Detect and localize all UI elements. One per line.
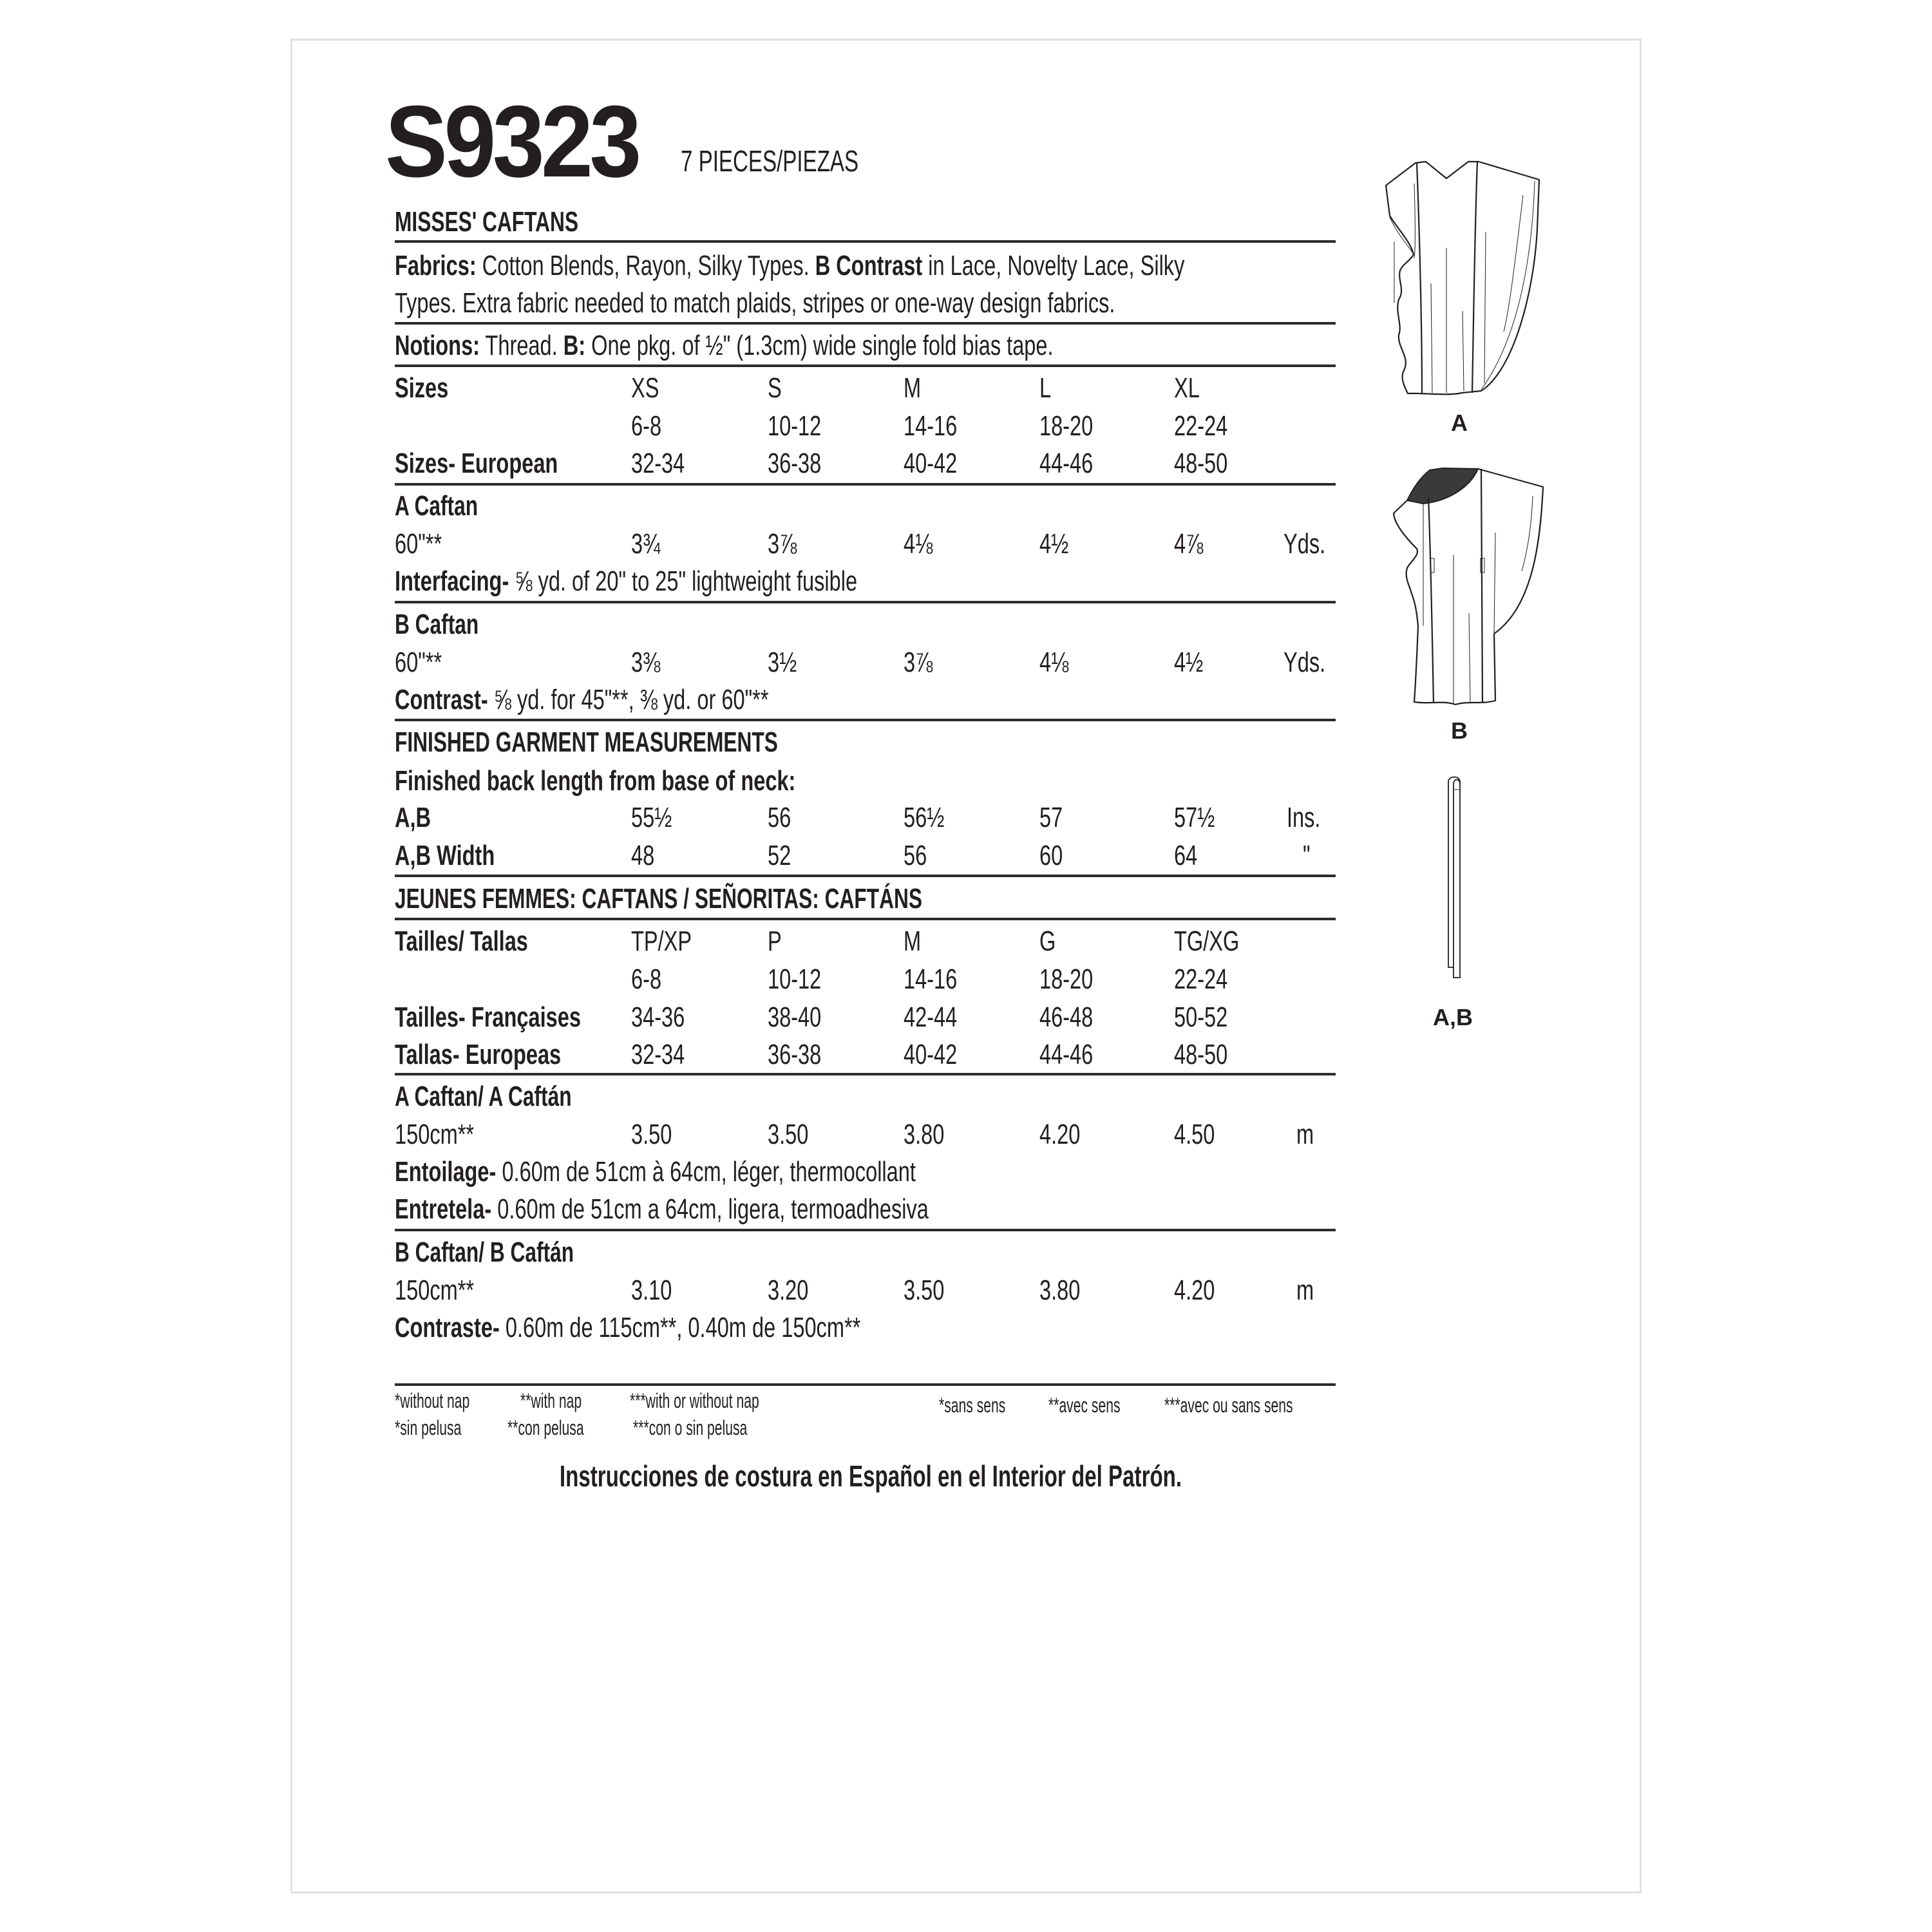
notions-b-label: B: <box>563 330 586 361</box>
size-cell: 18-20 <box>1039 410 1094 442</box>
meter-cell: 3.50 <box>768 1119 809 1150</box>
finished-measurements-title: FINISHED GARMENT MEASUREMENTS <box>395 726 778 758</box>
finished-width-row <box>395 837 1336 875</box>
meter-cell: 3.50 <box>631 1119 672 1150</box>
footnote-es-2: **con pelusa <box>507 1416 584 1439</box>
view-a-label: A <box>1451 410 1468 436</box>
fabrics-contrast-text: in Lace, Novelty Lace, Silky <box>928 250 1185 281</box>
sizes-european-row <box>395 445 1336 482</box>
size-cell: 48-50 <box>1174 1039 1228 1070</box>
b-caftan-metric-row <box>395 1272 1336 1309</box>
divider <box>395 875 1336 877</box>
row-label: 150cm** <box>395 1119 475 1150</box>
contraste-text: 0.60m de 115cm**, 0.40m de 150cm** <box>505 1312 861 1343</box>
caftan-b-illustration <box>1391 465 1546 710</box>
unit-label: Yds. <box>1283 647 1326 678</box>
spanish-instructions-text: Instrucciones de costura en Español en el Interior del Patrón. <box>559 1459 1182 1493</box>
measure-cell: 52 <box>768 840 791 871</box>
entoilage-label: Entoilage- <box>395 1156 497 1188</box>
size-cell: 10-12 <box>768 963 822 995</box>
fabrics-label: Fabrics: <box>395 250 477 281</box>
notions-b-text: One pkg. of ½" (1.3cm) wide single fold bias tape. <box>591 330 1054 361</box>
size-cell: XS <box>631 372 659 404</box>
row-label: Tailles/ Tallas <box>395 925 528 957</box>
footnote-fr-3: ***avec ou sans sens <box>1164 1394 1293 1417</box>
entoilage-text: 0.60m de 51cm à 64cm, léger, thermocollant <box>502 1156 916 1188</box>
measure-cell: 57½ <box>1174 802 1215 833</box>
footnote-en-3: ***with or without nap <box>630 1389 759 1412</box>
a-caftan-title: A Caftan <box>395 490 478 522</box>
b-caftan-title: B Caftan <box>395 609 479 640</box>
metric-numeric-row <box>395 961 1336 998</box>
size-cell: 32-34 <box>631 448 685 479</box>
unit-label: " <box>1303 840 1311 871</box>
divider <box>395 1229 1336 1231</box>
piece-count: 7 PIECES/PIEZAS <box>681 144 859 178</box>
spanish-instructions-note <box>0 1457 1837 1495</box>
pattern-number: S9323 <box>385 85 638 198</box>
yardage-cell: 3⅜ <box>631 647 661 678</box>
size-cell: G <box>1039 925 1056 957</box>
size-cell: 46-48 <box>1039 1001 1094 1033</box>
unit-label: Ins. <box>1287 802 1321 833</box>
measure-cell: 56½ <box>904 802 945 833</box>
meter-cell: 3.80 <box>904 1119 945 1150</box>
measure-cell: 60 <box>1039 840 1063 871</box>
notions-label: Notions: <box>395 330 480 361</box>
fabrics-line-1 <box>395 247 1184 285</box>
size-cell: 34-36 <box>631 1001 685 1033</box>
divider <box>395 483 1336 486</box>
metric-section-title: JEUNES FEMMES: CAFTANS / SEÑORITAS: CAFTÁNS <box>395 883 923 914</box>
meter-cell: 3.80 <box>1039 1274 1081 1306</box>
size-cell: 44-46 <box>1039 1039 1094 1070</box>
entoilage-line <box>395 1153 916 1191</box>
size-cell: 40-42 <box>904 1039 958 1070</box>
yardage-cell: 4⅞ <box>1174 528 1204 560</box>
metric-french-row <box>395 999 1336 1036</box>
interfacing-line <box>395 563 857 600</box>
divider <box>395 601 1336 603</box>
meter-cell: 3.20 <box>768 1274 809 1306</box>
row-label: Sizes- European <box>395 448 558 479</box>
size-cell: 42-44 <box>904 1001 958 1033</box>
yardage-cell: 4⅛ <box>1039 647 1069 678</box>
size-cell: P <box>768 925 782 957</box>
measure-cell: 56 <box>768 802 791 833</box>
entretela-label: Entretela- <box>395 1193 492 1225</box>
size-cell: 10-12 <box>768 410 822 442</box>
contraste-line <box>395 1309 860 1347</box>
divider <box>395 322 1336 325</box>
size-cell: 6-8 <box>631 410 662 442</box>
row-label: Tailles- Françaises <box>395 1001 581 1033</box>
meter-cell: 4.20 <box>1174 1274 1215 1306</box>
finished-length-subtitle: Finished back length from base of neck: <box>395 765 796 797</box>
size-cell: L <box>1039 372 1052 404</box>
yardage-cell: 4½ <box>1174 647 1204 678</box>
notions-text: Thread. <box>485 330 558 361</box>
row-label: 150cm** <box>395 1274 475 1306</box>
sizes-numeric-row <box>395 408 1336 445</box>
size-cell: M <box>904 372 922 404</box>
size-cell: 48-50 <box>1174 448 1228 479</box>
footnote-es-3: ***con o sin pelusa <box>633 1416 748 1439</box>
measure-cell: 57 <box>1039 802 1063 833</box>
row-label: 60"** <box>395 528 442 560</box>
footnote-es-1: *sin pelusa <box>395 1416 462 1439</box>
size-cell: TG/XG <box>1174 925 1240 957</box>
contrast-line <box>395 681 769 719</box>
meter-cell: 3.50 <box>904 1274 945 1306</box>
size-cell: 32-34 <box>631 1039 685 1070</box>
b-caftan-metric-title: B Caftan/ B Caftán <box>395 1236 574 1268</box>
measure-cell: 55½ <box>631 802 672 833</box>
size-cell: 18-20 <box>1039 963 1094 995</box>
size-cell: 44-46 <box>1039 448 1094 479</box>
view-ab-label: A,B <box>1433 1004 1473 1030</box>
fabrics-line-2: Types. Extra fabric needed to match plaids, stripes or one-way design fabrics. <box>395 287 1115 319</box>
footnote-en-2: **with nap <box>520 1389 582 1412</box>
measure-cell: 48 <box>631 840 655 871</box>
sizes-row <box>395 370 1336 407</box>
size-cell: 22-24 <box>1174 410 1228 442</box>
size-cell: 14-16 <box>904 963 958 995</box>
contraste-label: Contraste- <box>395 1312 500 1343</box>
a-caftan-metric-title: A Caftan/ A Caftán <box>395 1081 572 1112</box>
unit-label: m <box>1296 1274 1314 1306</box>
yardage-cell: 4½ <box>1039 528 1069 560</box>
caftan-a-illustration <box>1385 164 1546 396</box>
interfacing-text: ⅝ yd. of 20" to 25" lightweight fusible <box>515 565 858 597</box>
unit-label: Yds. <box>1283 528 1326 560</box>
size-cell: 36-38 <box>768 448 822 479</box>
meter-cell: 4.20 <box>1039 1119 1081 1150</box>
divider <box>395 719 1336 721</box>
contrast-label: Contrast- <box>395 684 488 715</box>
divider <box>395 1383 1336 1386</box>
metric-sizes-row <box>395 923 1336 960</box>
size-cell: XL <box>1174 372 1200 404</box>
yardage-cell: 4⅛ <box>904 528 933 560</box>
size-cell: TP/XP <box>631 925 692 957</box>
size-cell: S <box>768 372 782 404</box>
fabrics-contrast-label: B Contrast <box>815 250 923 281</box>
row-label: 60"** <box>395 647 442 678</box>
size-cell: 50-52 <box>1174 1001 1228 1033</box>
metric-european-row <box>395 1036 1336 1074</box>
size-cell: 22-24 <box>1174 963 1228 995</box>
size-cell: 14-16 <box>904 410 958 442</box>
unit-label: m <box>1296 1119 1314 1150</box>
divider <box>395 240 1336 243</box>
yardage-cell: 3½ <box>768 647 797 678</box>
yardage-cell: 3⅞ <box>768 528 797 560</box>
divider <box>395 918 1336 920</box>
entretela-text: 0.60m de 51cm a 64cm, ligera, termoadhesiva <box>497 1193 929 1225</box>
a-caftan-yardage-row <box>395 526 1336 563</box>
row-label: Tallas- Europeas <box>395 1039 562 1070</box>
b-caftan-yardage-row <box>395 644 1336 681</box>
row-label: A,B <box>395 802 431 833</box>
footnote-fr-1: *sans sens <box>939 1394 1006 1417</box>
divider <box>395 365 1336 367</box>
row-label: A,B Width <box>395 840 495 871</box>
size-cell: M <box>904 925 922 957</box>
footnote-en-1: *without nap <box>395 1389 470 1412</box>
size-cell: 36-38 <box>768 1039 822 1070</box>
entretela-line <box>395 1191 929 1228</box>
size-cell: 38-40 <box>768 1001 822 1033</box>
view-b-label: B <box>1451 717 1468 744</box>
yardage-cell: 3¾ <box>631 528 661 560</box>
a-caftan-metric-row <box>395 1116 1336 1153</box>
contrast-text: ⅝ yd. for 45"**, ⅜ yd. or 60"** <box>493 684 769 715</box>
finished-length-row <box>395 799 1336 837</box>
row-label: Sizes <box>395 372 449 404</box>
yardage-cell: 3⅞ <box>904 647 933 678</box>
footnote-fr-2: **avec sens <box>1048 1394 1121 1417</box>
divider <box>395 1073 1336 1075</box>
interfacing-label: Interfacing- <box>395 565 509 597</box>
size-cell: 40-42 <box>904 448 958 479</box>
measure-cell: 64 <box>1174 840 1198 871</box>
meter-cell: 4.50 <box>1174 1119 1215 1150</box>
size-cell: 6-8 <box>631 963 662 995</box>
measure-cell: 56 <box>904 840 927 871</box>
section-title-misses-caftans: MISSES' CAFTANS <box>395 206 579 238</box>
bias-tape-illustration <box>1446 773 1465 979</box>
meter-cell: 3.10 <box>631 1274 672 1306</box>
fabrics-text: Cotton Blends, Rayon, Silky Types. <box>482 250 810 281</box>
notions-line <box>395 327 1054 365</box>
